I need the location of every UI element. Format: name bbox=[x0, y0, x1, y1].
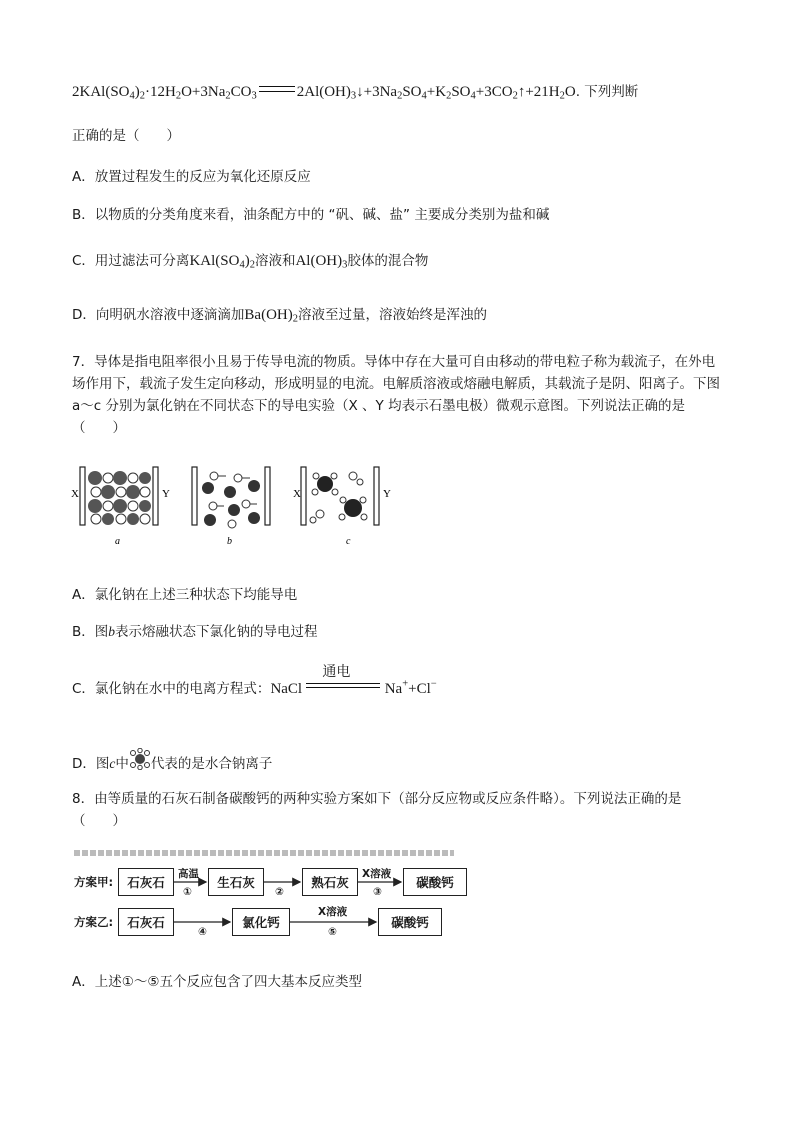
q7-option-b-pre: B．图 bbox=[72, 624, 109, 640]
scheme-a-step-2: 生石灰 bbox=[208, 868, 264, 896]
q7-option-d-pre: D．图 bbox=[72, 756, 110, 772]
arrow-5-num: ⑤ bbox=[328, 926, 337, 938]
panel-a bbox=[71, 467, 170, 547]
nacl-lattice bbox=[88, 471, 151, 525]
q6-option-c: C．用过滤法可分离$KAl(SO_4)_2$溶液和$Al(OH)_3$胶体的混合物 bbox=[72, 253, 429, 271]
svg-text:Y: Y bbox=[383, 488, 391, 500]
q6-equation: $2KAl(SO_4)_2\cdot 12H_2O+3Na_2CO_3$ $2Al(OH)_3↓+3Na_2SO_4+K_2SO_4+3CO_2↑+21H_2O$. 下列判断 bbox=[72, 84, 639, 102]
scheme-a-label: 方案甲: bbox=[74, 875, 114, 889]
ionization-condition: 通电 bbox=[322, 664, 351, 680]
q6-option-c-post: 胶体的混合物 bbox=[347, 253, 429, 269]
scheme-a-step-3: 熟石灰 bbox=[302, 868, 358, 896]
hydrated-ion-icon bbox=[129, 748, 151, 770]
q7-option-b-post: 表示熔融状态下氯化钠的导电过程 bbox=[115, 624, 318, 640]
arrow-1-cond: 高温 bbox=[178, 868, 199, 880]
q8-flow-diagram bbox=[70, 850, 470, 940]
q6-option-a: A．放置过程发生的反应为氧化还原反应 bbox=[72, 169, 311, 185]
q7-stem: 7．导体是指电阻率很小且易于传导电流的物质。导体中存在大量可自由移动的带电粒子称为载流子，在外电场作用下，载流子发生定向移动，形成明显的电流。电解质溶液或熔融电解质，其载流子是阴、阳离子。下图 a～c 分别为氯化钠在不同状态下的导电实验（X 、Y 均表示石墨电极）微观示意图。下列说法正确的是（ ） bbox=[72, 354, 720, 436]
q7-option-c-pre: C．氯化钠在水中的电离方程式： bbox=[72, 681, 271, 697]
q6-eq-tail: . 下列判断 bbox=[575, 84, 639, 100]
panel-a-label: a bbox=[115, 536, 120, 547]
q6-option-c-pre: C．用过滤法可分离 bbox=[72, 253, 190, 269]
q7-option-b-var: b bbox=[108, 624, 116, 639]
scheme-a-step-1: 石灰石 bbox=[118, 868, 174, 896]
arrow-4-num: ④ bbox=[198, 926, 207, 938]
q6-option-c-mid: 溶液和 bbox=[254, 253, 296, 269]
arrow-1-num: ① bbox=[183, 886, 192, 898]
panel-c-label: c bbox=[346, 536, 351, 547]
q6-option-d-pre: D．向明矾水溶液中逐滴滴加 bbox=[72, 307, 245, 323]
q7-option-c: C．氯化钠在水中的电离方程式：NaCl 通电 Na++Cl− bbox=[72, 677, 437, 698]
scheme-b-label: 方案乙: bbox=[74, 915, 114, 929]
arrow-5-cond: X溶液 bbox=[318, 906, 348, 918]
q7-option-b bbox=[72, 620, 318, 640]
panel-c bbox=[293, 467, 391, 547]
arrow-2-num: ② bbox=[275, 886, 284, 898]
q7-option-d bbox=[72, 748, 272, 772]
arrow-3-cond: X溶液 bbox=[362, 868, 392, 880]
arrow-3-num: ③ bbox=[373, 886, 382, 898]
q6-option-b: B．以物质的分类角度来看，油条配方中的 “矾、碱、盐” 主要成分类别为盐和碱 bbox=[72, 207, 550, 223]
svg-text:X: X bbox=[293, 488, 301, 500]
ionization-arrow bbox=[306, 664, 380, 691]
q7-option-d-post: 代表的是水合钠离子 bbox=[150, 756, 273, 772]
scheme-a-step-4: 碳酸钙 bbox=[403, 868, 467, 896]
q7-option-d-mid: 中 bbox=[115, 756, 129, 772]
electrode-y bbox=[153, 467, 158, 525]
electrode-x bbox=[80, 467, 85, 525]
scheme-b-step-1: 石灰石 bbox=[118, 908, 174, 936]
q6-line2: 正确的是（ ） bbox=[72, 128, 180, 144]
electrode-x-label: X bbox=[71, 488, 79, 500]
q7-figure bbox=[68, 462, 408, 557]
q7-option-a: A．氯化钠在上述三种状态下均能导电 bbox=[72, 587, 298, 603]
scheme-b-step-2: 氯化钙 bbox=[232, 908, 290, 936]
q6-option-d: D．向明矾水溶液中逐滴滴加$Ba(OH)_2$溶液至过量，溶液始终是浑浊的 bbox=[72, 307, 487, 325]
panel-b bbox=[192, 467, 270, 547]
q8-option-a: A．上述①～⑤五个反应包含了四大基本反应类型 bbox=[72, 974, 362, 990]
q7-option-d-var: c bbox=[109, 756, 116, 771]
scheme-b-step-3: 碳酸钙 bbox=[378, 908, 442, 936]
electrode-y-label: Y bbox=[162, 488, 170, 500]
q8-stem: 8．由等质量的石灰石制备碳酸钙的两种实验方案如下（部分反应物或反应条件略）。下列说法正确的是（ ） bbox=[72, 791, 682, 829]
q6-option-d-post: 溶液至过量，溶液始终是浑浊的 bbox=[297, 307, 487, 323]
panel-b-label: b bbox=[227, 536, 232, 547]
